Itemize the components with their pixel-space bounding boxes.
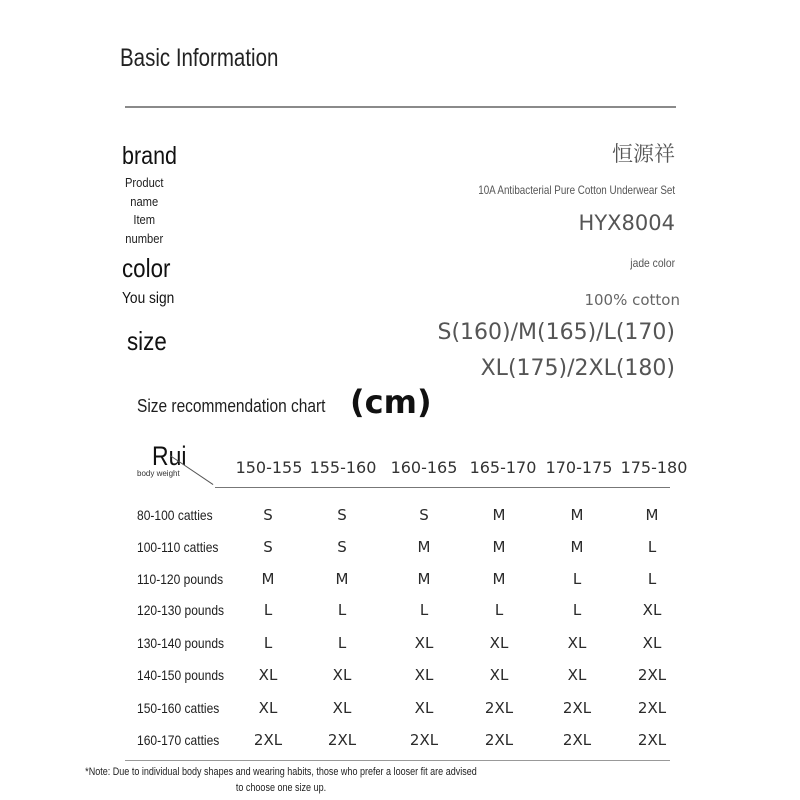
height-header: 160-165 <box>390 458 458 477</box>
size-cell: M <box>645 506 659 524</box>
height-header: 170-175 <box>545 458 613 477</box>
size-cell: XL <box>489 634 509 652</box>
size-cell: XL <box>414 666 434 684</box>
chart-unit: (cm) <box>350 383 432 421</box>
size-cell: 2XL <box>409 731 439 749</box>
size-cell: 2XL <box>637 699 667 717</box>
height-header: 165-170 <box>469 458 537 477</box>
corner-label-bottom: body weight <box>137 469 180 478</box>
size-value-line2: XL(175)/2XL(180) <box>480 356 675 381</box>
size-cell: S <box>419 506 429 524</box>
size-cell: XL <box>414 699 434 717</box>
size-cell: XL <box>642 601 662 619</box>
weight-row-label: 100-110 catties <box>137 539 219 555</box>
size-cell: S <box>337 506 347 524</box>
footnote: *Note: Due to individual body shapes and wearing habits, those who prefer a looser fit are advised to choose one size up. <box>85 766 477 794</box>
material-label: You sign <box>122 290 175 307</box>
page-title: Basic Information <box>120 44 279 72</box>
height-header: 155-160 <box>309 458 377 477</box>
size-cell: XL <box>567 634 587 652</box>
product-name-label: Product name <box>124 175 164 209</box>
size-cell: XL <box>414 634 434 652</box>
size-cell: M <box>492 538 506 556</box>
size-cell: M <box>335 570 349 588</box>
chart-title: Size recommendation chart <box>137 396 326 416</box>
size-cell: M <box>417 570 431 588</box>
size-cell: M <box>492 506 506 524</box>
size-cell: L <box>263 601 273 619</box>
height-header: 150-155 <box>235 458 303 477</box>
size-cell: L <box>647 538 657 556</box>
material-value: 100% cotton <box>584 291 680 309</box>
table-bottom-divider <box>125 760 670 761</box>
size-label: size <box>127 326 167 356</box>
size-cell: XL <box>642 634 662 652</box>
size-cell: L <box>647 570 657 588</box>
weight-row-label: 160-170 catties <box>137 732 220 748</box>
size-cell: 2XL <box>637 731 667 749</box>
size-cell: L <box>337 634 347 652</box>
size-cell: S <box>263 538 273 556</box>
weight-row-label: 110-120 pounds <box>137 571 224 587</box>
size-cell: L <box>572 570 582 588</box>
size-cell: 2XL <box>484 731 514 749</box>
size-cell: 2XL <box>253 731 283 749</box>
size-cell: M <box>570 538 584 556</box>
header-divider <box>215 487 670 488</box>
size-cell: XL <box>332 699 352 717</box>
size-cell: L <box>494 601 504 619</box>
height-header: 175-180 <box>620 458 688 477</box>
size-cell: M <box>417 538 431 556</box>
size-cell: M <box>261 570 275 588</box>
brand-label: brand <box>122 142 177 170</box>
size-cell: S <box>263 506 273 524</box>
product-name-value: 10A Antibacterial Pure Cotton Underwear Set <box>478 183 675 197</box>
size-cell: 2XL <box>484 699 514 717</box>
size-cell: L <box>337 601 347 619</box>
size-value-line1: S(160)/M(165)/L(170) <box>437 320 675 345</box>
size-cell: L <box>263 634 273 652</box>
size-cell: S <box>337 538 347 556</box>
color-label: color <box>122 253 171 283</box>
corner-label-top: Rui <box>152 441 187 471</box>
size-cell: XL <box>567 666 587 684</box>
size-cell: 2XL <box>327 731 357 749</box>
size-cell: M <box>492 570 506 588</box>
weight-row-label: 150-160 catties <box>137 700 220 716</box>
size-cell: XL <box>332 666 352 684</box>
title-divider <box>125 106 676 108</box>
size-cell: XL <box>258 699 278 717</box>
size-cell: 2XL <box>637 666 667 684</box>
weight-row-label: 140-150 pounds <box>137 667 225 683</box>
brand-value: 恒源祥 <box>612 142 675 166</box>
weight-row-label: 80-100 catties <box>137 507 213 523</box>
size-cell: XL <box>258 666 278 684</box>
size-cell: L <box>572 601 582 619</box>
color-value: jade color <box>630 256 675 270</box>
size-cell: M <box>570 506 584 524</box>
size-cell: L <box>419 601 429 619</box>
weight-row-label: 120-130 pounds <box>137 602 225 618</box>
item-number-value: HYX8004 <box>578 211 675 235</box>
item-number-label: Item number <box>125 212 164 246</box>
size-cell: 2XL <box>562 731 592 749</box>
size-cell: XL <box>489 666 509 684</box>
size-cell: 2XL <box>562 699 592 717</box>
weight-row-label: 130-140 pounds <box>137 635 225 651</box>
